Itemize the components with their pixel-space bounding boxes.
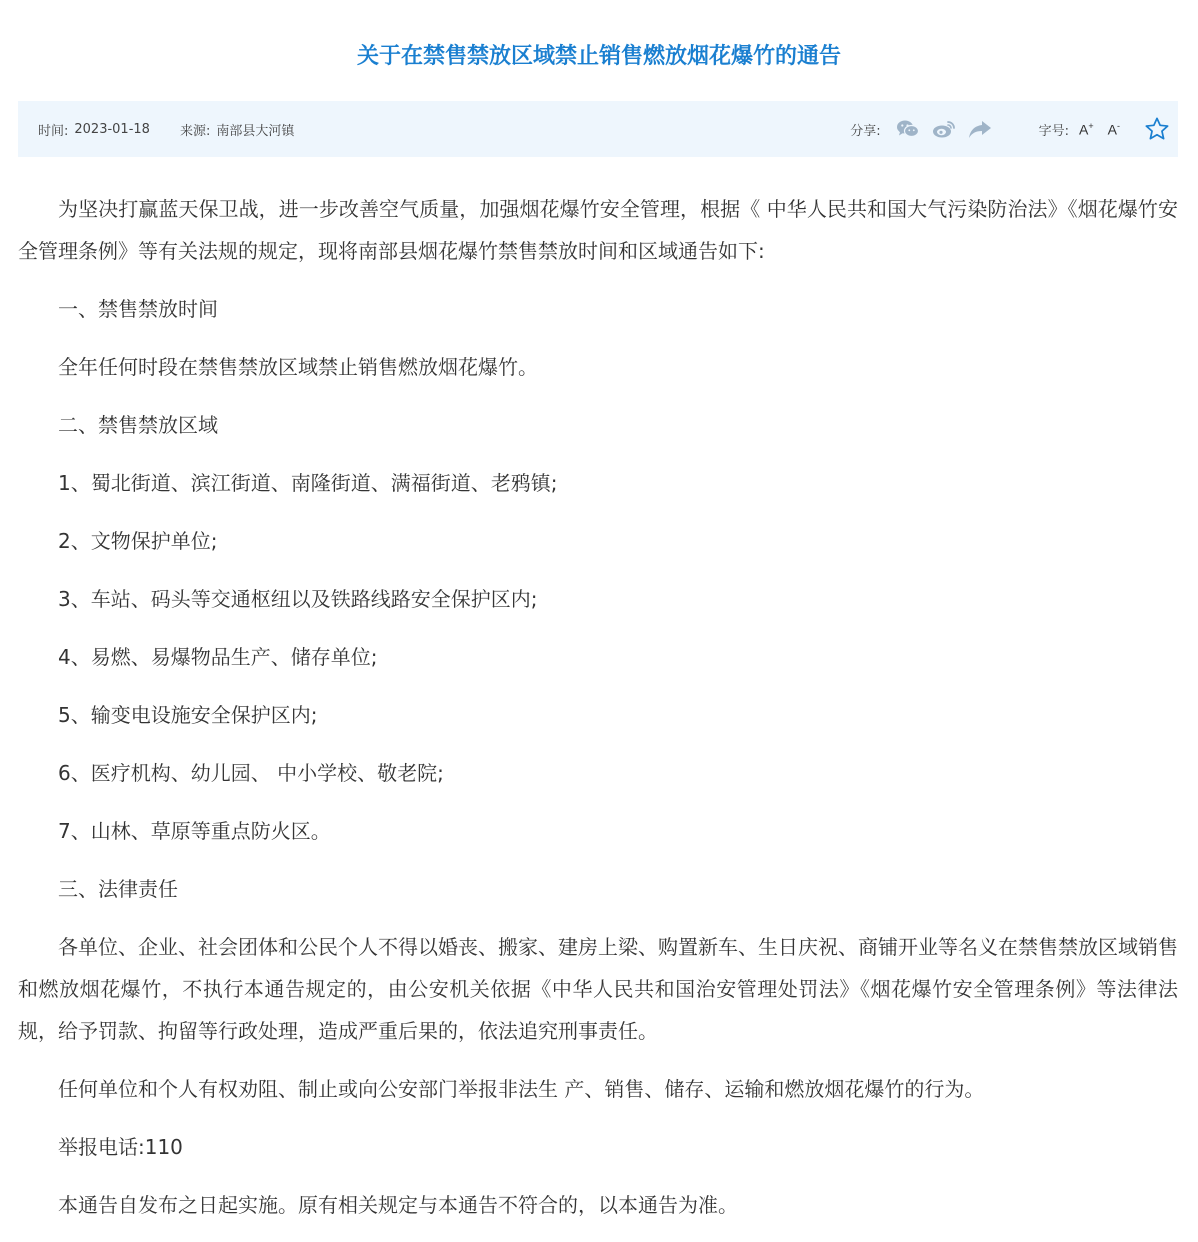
article-meta-bar: [18, 101, 1178, 157]
paragraph-report: 任何单位和个人有权劝阻、制止或向公安部门举报非法生 产、销售、储存、运输和燃放烟花爆竹的行为。: [58, 1077, 985, 1101]
article-source: [180, 120, 294, 139]
paragraph-time: 全年任何时段在禁售禁放区域禁止销售燃放烟花爆竹。: [58, 355, 538, 379]
list-item-area-5: 5、输变电设施安全保护区内;: [58, 703, 318, 727]
report-phone: 举报电话:110: [58, 1135, 183, 1159]
paragraph-legal: 各单位、企业、社会团体和公民个人不得以婚丧、搬家、建房上梁、购置新车、生日庆祝、商铺开业等名义在禁售禁放区域销售和燃放烟花爆竹，不执行本通告规定的，由公安机关依据《中华人民共和国治安管理处罚法》《烟花爆竹安全管理条例》等法律法规，给予罚款、拘留等行政处理，造成严重后果的，依法追究刑事责任。: [18, 935, 1178, 1043]
share-label: 分享:: [850, 123, 881, 139]
list-item-area-3: 3、车站、码头等交通枢纽以及铁路线路安全保护区内;: [58, 587, 538, 611]
list-item-area-6: 6、医疗机构、幼儿园、 中小学校、敬老院;: [58, 761, 444, 785]
wechat-icon[interactable]: [895, 118, 921, 140]
source-label: 来源:: [179, 123, 211, 139]
section-heading-time: 一、禁售禁放时间: [58, 297, 218, 321]
time-label: 时间:: [38, 123, 69, 139]
list-item-area-4: 4、易燃、易爆物品生产、储存单位;: [58, 645, 378, 669]
article-body: [18, 188, 1178, 1242]
time-value: 2023-01-18: [74, 121, 150, 137]
source-value: 南部县大河镇: [216, 123, 295, 139]
font-increase-sup: +: [1088, 120, 1094, 131]
section-heading-legal: 三、法律责任: [58, 877, 178, 901]
publish-time: [38, 120, 150, 139]
font-increase-letter: A: [1079, 121, 1089, 138]
font-decrease-sup: -: [1117, 120, 1120, 131]
list-item-area-2: 2、文物保护单位;: [58, 529, 218, 553]
font-increase-button[interactable]: [1079, 121, 1094, 138]
font-decrease-letter: A: [1107, 121, 1117, 138]
list-item-area-1: 1、蜀北街道、滨江街道、南隆街道、满福街道、老鸦镇;: [58, 471, 558, 495]
forward-icon[interactable]: [967, 118, 993, 140]
weibo-icon[interactable]: [931, 118, 957, 140]
paragraph-effective: 本通告自发布之日起实施。原有相关规定与本通告不符合的，以本通告为准。: [58, 1193, 738, 1217]
list-item-area-7: 7、山林、草原等重点防火区。: [58, 819, 331, 843]
font-decrease-button[interactable]: [1108, 121, 1120, 138]
paragraph-intro: 为坚决打赢蓝天保卫战，进一步改善空气质量，加强烟花爆竹安全管理，根据《 中华人民共和国大气污染防治法》《烟花爆竹安全管理条例》等有关法规的规定，现将南部县烟花爆竹禁售禁放时间和区域通告如下:: [18, 197, 1178, 263]
section-heading-area: 二、禁售禁放区域: [58, 413, 218, 437]
favorite-star-icon[interactable]: [1142, 114, 1172, 144]
font-size-label: 字号:: [1038, 123, 1070, 139]
meta-tools: [850, 101, 1178, 157]
page-title: 关于在禁售禁放区域禁止销售燃放烟花爆竹的通告: [356, 44, 841, 69]
meta-info: [38, 101, 294, 157]
